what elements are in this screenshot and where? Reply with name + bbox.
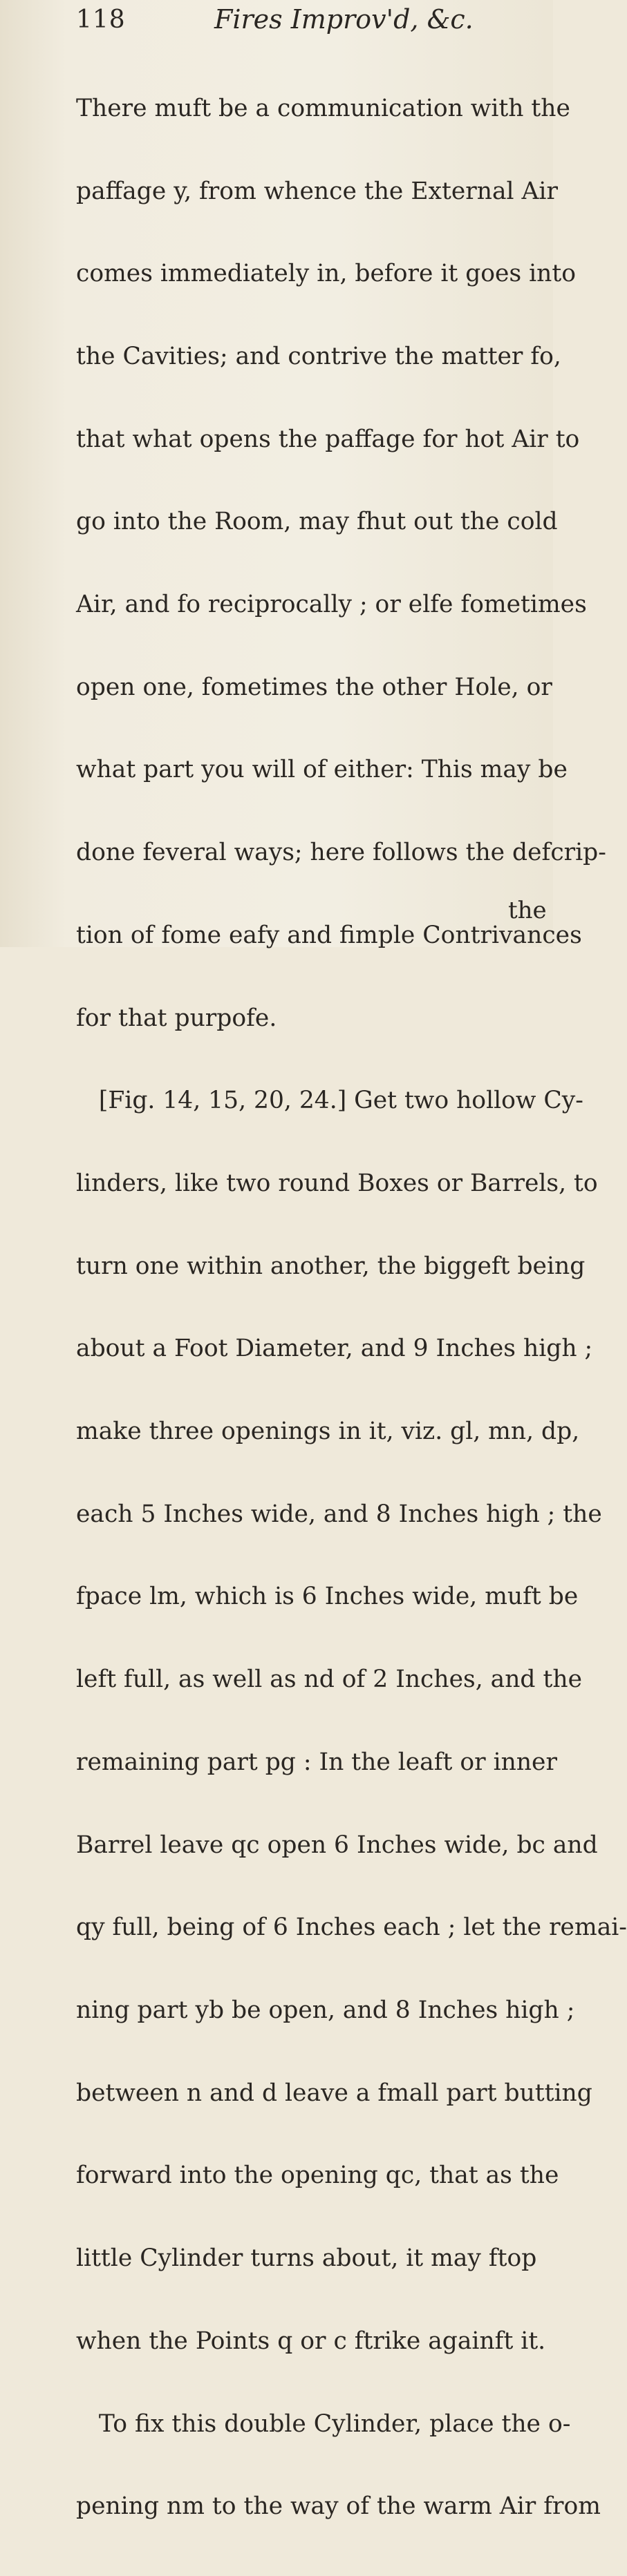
text-line: tion of fome eafy and fimple Contrivances bbox=[76, 921, 582, 949]
text-line: Barrel leave qc open 6 Inches wide, bc and bbox=[76, 1831, 598, 1859]
text-line: There muft be a communication with the bbox=[76, 94, 570, 122]
text-line: what part you will of either: This may be bbox=[76, 756, 568, 784]
catchword: the bbox=[508, 897, 547, 924]
text-line: turn one within another, the biggeft being bbox=[76, 1252, 586, 1280]
text-line: each 5 Inches wide, and 8 Inches high ; the bbox=[76, 1500, 602, 1528]
text-line: that what opens the paffage for hot Air to bbox=[76, 425, 580, 453]
text-line: little Cylinder turns about, it may ftop bbox=[76, 2244, 537, 2273]
running-head: Fires Improv'd, &c. bbox=[214, 4, 474, 35]
text-line: remaining part pg : In the leaft or inner bbox=[76, 1748, 557, 1776]
text-line: open one, fometimes the other Hole, or bbox=[76, 673, 552, 701]
text-line: qy full, being of 6 Inches each ; let the remai- bbox=[76, 1914, 627, 1942]
text-line: pening nm to the way of the warm Air from bbox=[76, 2492, 601, 2521]
page-number: 118 bbox=[76, 6, 126, 34]
text-line: linders, like two round Boxes or Barrels, to bbox=[76, 1169, 598, 1197]
text-line: paffage y, from whence the External Air bbox=[76, 177, 558, 205]
text-line: left full, as well as nd of 2 Inches, and the bbox=[76, 1666, 582, 1694]
page-header bbox=[0, 0, 553, 41]
text-line: for that purpofe. bbox=[76, 1004, 277, 1032]
text-line: between n and d leave a fmall part butting bbox=[76, 2079, 592, 2107]
text-line: forward into the opening qc, that as the bbox=[76, 2162, 559, 2190]
text-line: go into the Room, may fhut out the cold bbox=[76, 508, 558, 536]
body-text bbox=[76, 40, 627, 2576]
text-line: done feveral ways; here follows the defcrip- bbox=[76, 839, 606, 867]
text-line: make three openings in it, viz. gl, mn, dp, bbox=[76, 1418, 580, 1446]
text-line: comes immediately in, before it goes into bbox=[76, 260, 577, 288]
text-line: the Cavities; and contrive the matter fo, bbox=[76, 342, 561, 370]
text-line: ning part yb be open, and 8 Inches high ; bbox=[76, 1996, 575, 2024]
text-line: [Fig. 14, 15, 20, 24.] Get two hollow Cy- bbox=[76, 1087, 583, 1115]
text-line: about a Foot Diameter, and 9 Inches high ; bbox=[76, 1335, 593, 1363]
text-line: fpace lm, which is 6 Inches wide, muft be bbox=[76, 1583, 579, 1611]
text-line: To fix this double Cylinder, place the o- bbox=[76, 2410, 571, 2438]
text-line: Air, and fo reciprocally ; or elfe fometimes bbox=[76, 591, 587, 619]
text-line: when the Points q or c ftrike againft it. bbox=[76, 2327, 546, 2355]
